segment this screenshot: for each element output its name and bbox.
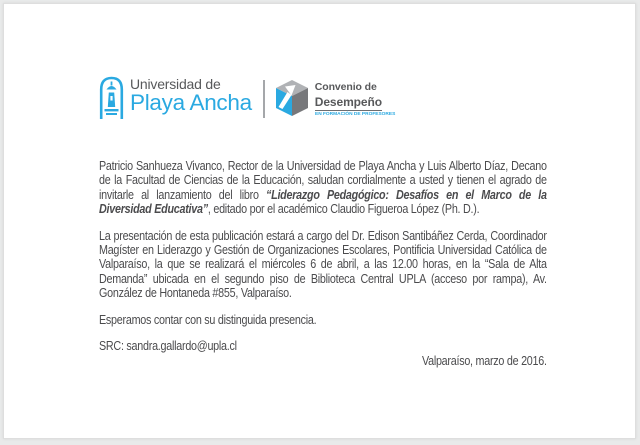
contact-email-line: SRC: sandra.gallardo@upla.cl (99, 339, 237, 354)
upla-logo-line2: Playa Ancha (130, 90, 252, 115)
place-date-line: Valparaíso, marzo de 2016. (421, 353, 547, 368)
upla-logo-line1: Universidad de (130, 76, 221, 92)
paragraph-1-text-after: , editado por el académico Claudio Figueroa López (Ph. D.). (207, 201, 480, 216)
closing-line: Esperamos contar con su distinguida presencia. (99, 312, 317, 327)
convenio-logo-line2: Desempeño (314, 95, 382, 109)
book-title: “Liderazgo Pedagógico: Desafíos en el Marco de la Diversidad Educativa” (99, 187, 547, 216)
convenio-logo-tagline: EN FORMACIÓN DE PROFESORES (314, 112, 396, 117)
convenio-logo-line1: Convenio de (314, 81, 377, 93)
convenio-logo-text (315, 82, 415, 119)
invitation-paragraph-1 (99, 159, 547, 216)
invitation-body (99, 159, 547, 381)
logo-divider (263, 80, 265, 118)
convenio-cube-arrow-icon (274, 79, 310, 117)
invitation-paragraph-2: La presentación de esta publicación estará a cargo del Dr. Edison Santibáñez Cerda, Coordinador Magíster en Liderazgo y Gestión de Organizaciones Escolares, Pontificia Universidad Católica de Valparaíso, la que se realizará el miércoles 6 de abril, a las 12.00 horas, en la “Sala de Alta Demanda” ubicada en el segundo piso de Biblioteca Central UPLA (acceso por rampa), Av. González de Hontaneda #855, Valparaíso. (99, 228, 547, 300)
invitation-card (3, 3, 636, 439)
logo-header (98, 75, 415, 121)
paragraph-1-text-before: Patricio Sanhueza Vivanco, Rector de la Universidad de Playa Ancha y Luis Alberto Díaz, Decano de la Facultad de Ciencias de la Educación, saludan cordialmente a usted y tienen el agrado de invitarle al lanzamiento del libro (99, 159, 547, 202)
upla-logo-text (130, 77, 252, 114)
upla-lighthouse-shield-icon (98, 75, 125, 121)
